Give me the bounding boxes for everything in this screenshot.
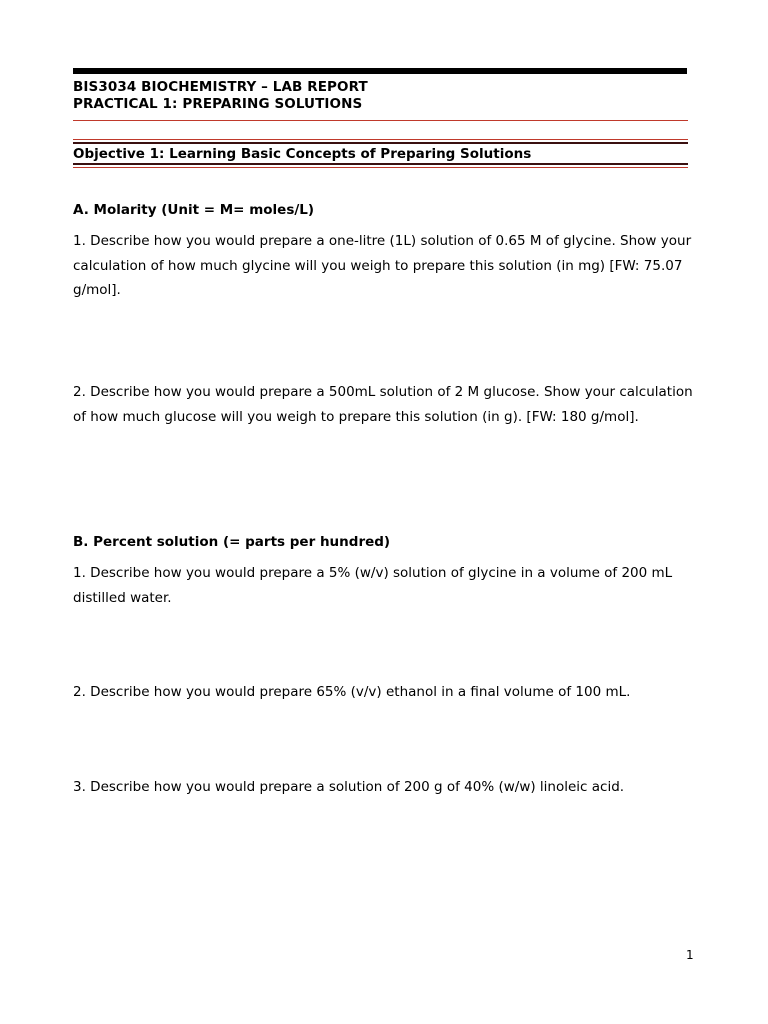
- page-number: 1: [686, 948, 694, 962]
- section-a-heading: A. Molarity (Unit = M= moles/L): [73, 202, 315, 218]
- header-red-rule: [73, 120, 688, 121]
- document-header: [73, 79, 368, 113]
- top-border-rule: [73, 68, 687, 74]
- section-b-question-3: 3. Describe how you would prepare a solution of 200 g of 40% (w/w) linoleic acid.: [73, 779, 625, 795]
- section-a-question-2: 2. Describe how you would prepare a 500mL solution of 2 M glucose. Show your calculation of how much glucose will you weigh to prepare this solution (in g). [FW: 180 g/mol].: [73, 384, 693, 425]
- objective-bottom-dark-rule: [73, 163, 688, 165]
- section-a-question-1: 1. Describe how you would prepare a one-litre (1L) solution of 0.65 M of glycine. Show your calculation of how much glycine will you weigh to prepare this solution (in mg) [FW: 75.07 g/mol].: [73, 233, 692, 298]
- header-line-course: BIS3034 BIOCHEMISTRY – LAB REPORT: [73, 79, 368, 95]
- section-b-heading: B. Percent solution (= parts per hundred): [73, 534, 391, 550]
- objective-title: Objective 1: Learning Basic Concepts of Preparing Solutions: [73, 146, 532, 162]
- section-b-question-2: 2. Describe how you would prepare 65% (v/v) ethanol in a final volume of 100 mL.: [73, 684, 631, 700]
- section-b-question-1: 1. Describe how you would prepare a 5% (w/v) solution of glycine in a volume of 200 mL distilled water.: [73, 565, 673, 606]
- header-line-practical: PRACTICAL 1: PREPARING SOLUTIONS: [73, 96, 363, 112]
- objective-top-dark-rule: [73, 142, 688, 144]
- objective-top-red-rule: [73, 139, 688, 140]
- objective-bottom-red-rule: [73, 167, 688, 168]
